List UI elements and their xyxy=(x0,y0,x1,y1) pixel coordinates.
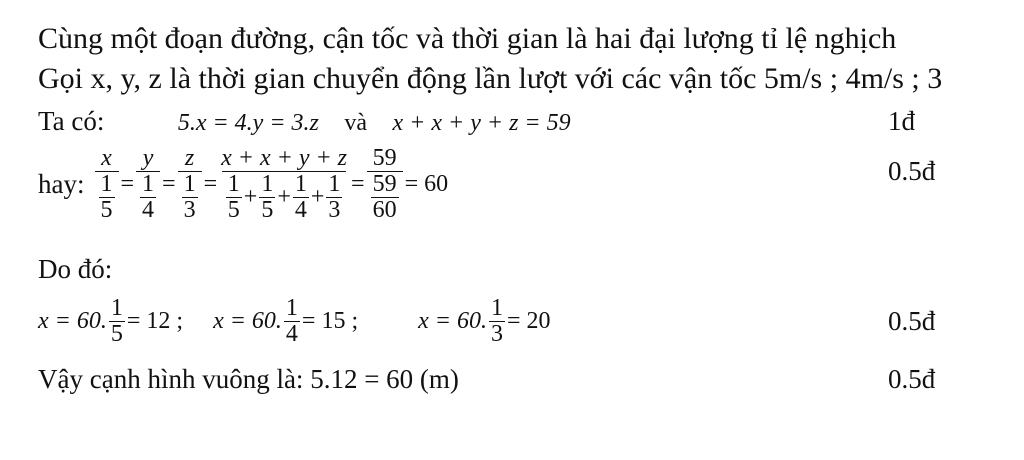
score-conclusion: 0.5đ xyxy=(888,364,936,394)
taco-equation-1: 5.x = 4.y = 3.z xyxy=(177,110,319,136)
taco-and: và xyxy=(344,110,368,136)
score-hay: 0.5đ xyxy=(888,156,936,186)
hay-row: hay: $\frac{x}{\frac{1}{5}}$ = $\frac{y}{\frac{1}{4}}$ = $\frac{z}{\frac{1}{3}}$ = x + x + y + z $\frac{1}{5}$ + $\frac{1}{5}$ + $\frac{1}{4}$ + $\frac{1}{3}$ = $\frac{59}{\frac{59}{60}}$ = 60 xyxy=(38,145,449,224)
dodo-label: Do đó: xyxy=(38,254,113,284)
problem-line-1: Cùng một đoạn đường, cận tốc và thời gian là hai đại lượng tỉ lệ nghịch xyxy=(38,22,897,55)
taco-label: Ta có: xyxy=(38,106,105,136)
score-calc: 0.5đ xyxy=(888,306,936,336)
problem-line-2: Gọi x, y, z là thời gian chuyển động lần lượt với các vận tốc 5m/s ; 4m/s ; 3 xyxy=(38,62,943,95)
conclusion-text: Vậy cạnh hình vuông là: 5.12 = 60 (m) xyxy=(38,364,459,394)
calc-x-20: x = 60. $\frac{1}{3}$ = 20 xyxy=(418,295,551,348)
fraction-sum: x + x + y + z $\frac{1}{5}$ + $\frac{1}{5}$ + $\frac{1}{4}$ + $\frac{1}{3}$ xyxy=(221,145,348,224)
taco-equation-2: x + x + y + z = 59 xyxy=(392,110,571,136)
fraction-y-over-1-4: $\frac{y}{\frac{1}{4}}$ xyxy=(136,146,160,224)
hay-result: = 60 xyxy=(404,171,449,198)
hay-label: hay: xyxy=(38,169,85,200)
calc-x-15: x = 60. $\frac{1}{4}$ = 15 ; xyxy=(213,295,359,348)
calc-x-12: x = 60. $\frac{1}{5}$ = 12 ; xyxy=(38,295,184,348)
taco-row xyxy=(38,106,571,137)
fraction-x-over-1-5: $\frac{x}{\frac{1}{5}}$ xyxy=(95,146,119,224)
fraction-z-over-1-3: $\frac{z}{\frac{1}{3}}$ xyxy=(178,146,202,224)
fraction-59-over-59-60: $\frac{59}{\frac{59}{60}}$ xyxy=(367,146,403,224)
score-taco: 1đ xyxy=(888,106,915,136)
calc-row xyxy=(38,296,551,347)
